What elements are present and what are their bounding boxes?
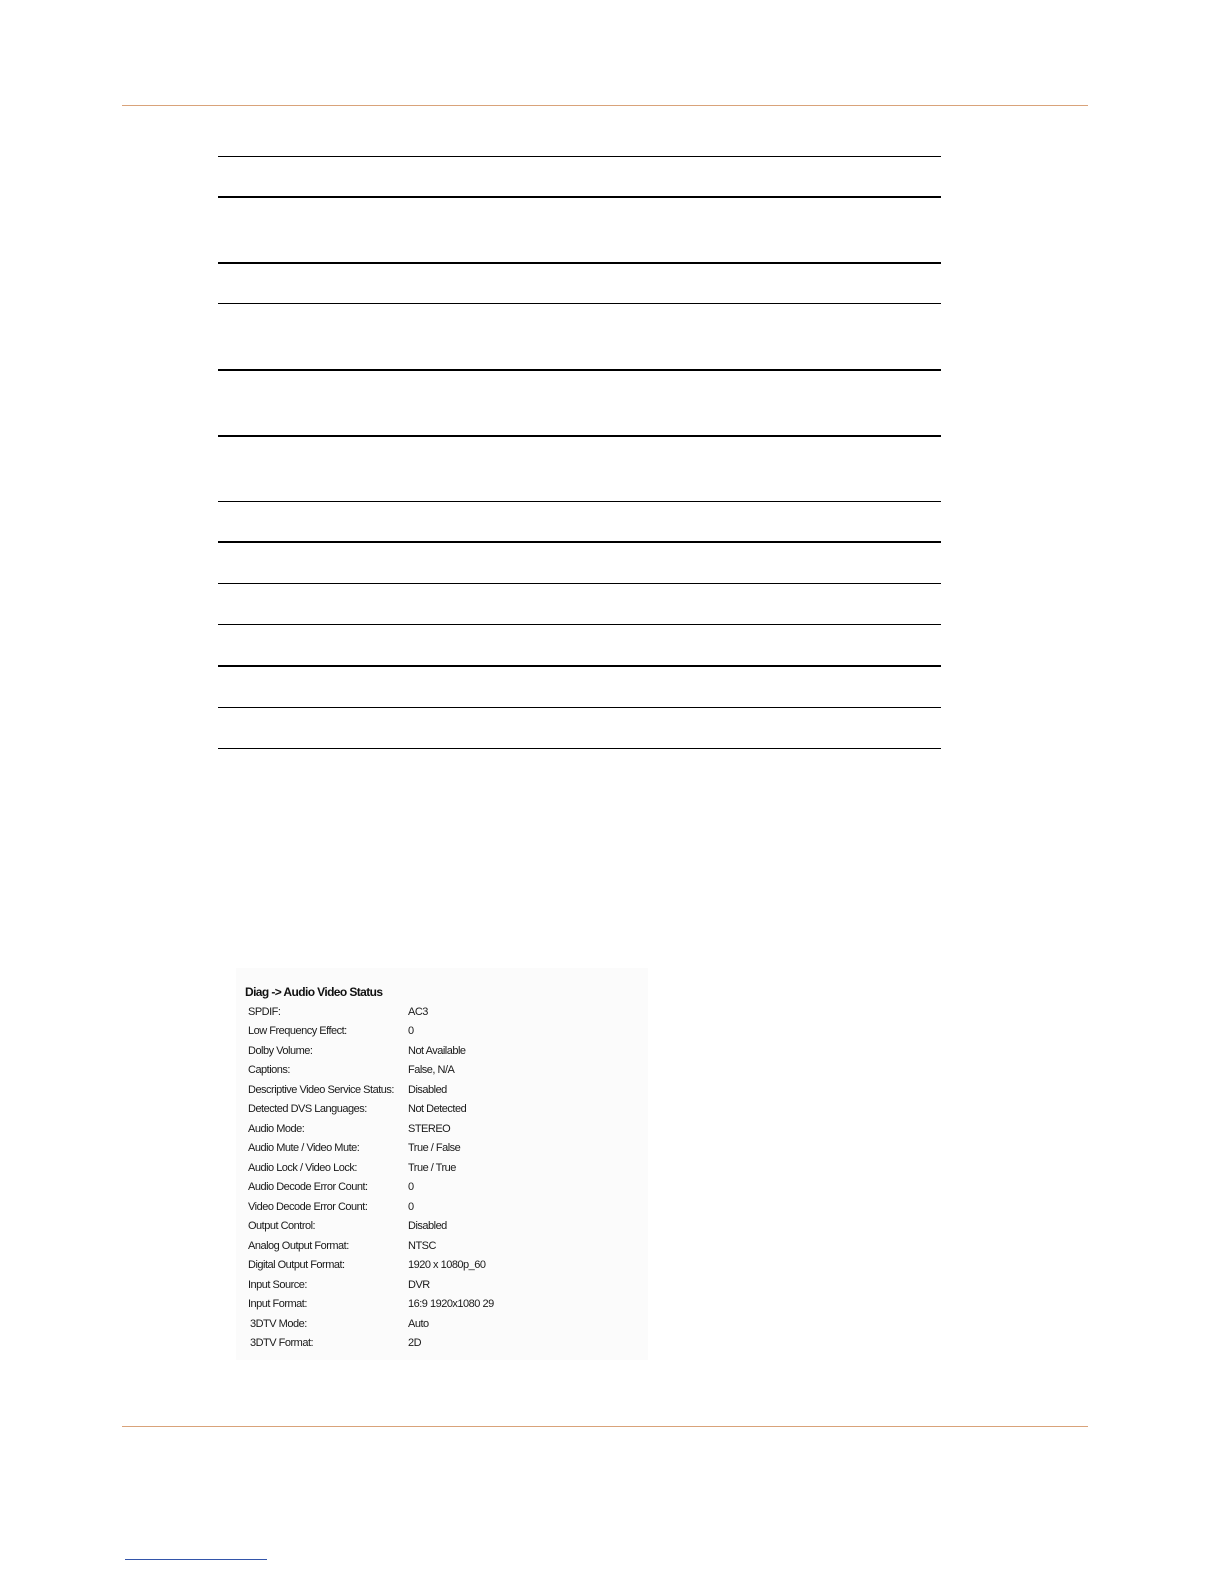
- status-label: Audio Mute / Video Mute:: [248, 1142, 360, 1154]
- table-rule: [218, 583, 941, 584]
- status-label: Descriptive Video Service Status:: [248, 1084, 394, 1096]
- status-value: False, N/A: [408, 1064, 455, 1076]
- status-row: [236, 1337, 648, 1356]
- status-row: [236, 1240, 648, 1259]
- footer-rule: [122, 1426, 1088, 1427]
- status-value: Not Available: [408, 1045, 466, 1057]
- status-row: [236, 1045, 648, 1064]
- status-row: [236, 1220, 648, 1239]
- status-label: Captions:: [248, 1064, 290, 1076]
- status-row: [236, 1162, 648, 1181]
- status-value: 0: [408, 1181, 414, 1193]
- table-rule: [218, 541, 941, 543]
- status-label: Audio Mode:: [248, 1123, 305, 1135]
- status-row: [236, 1064, 648, 1083]
- status-value: 0: [408, 1025, 414, 1037]
- status-label: 3DTV Mode:: [250, 1318, 307, 1330]
- status-label: Output Control:: [248, 1220, 316, 1232]
- table-rule: [218, 156, 941, 157]
- table-rule: [218, 665, 941, 667]
- status-row: [236, 1025, 648, 1044]
- table-rule: [218, 435, 941, 437]
- status-label: Detected DVS Languages:: [248, 1103, 367, 1115]
- status-value: 0: [408, 1201, 414, 1213]
- status-value: NTSC: [408, 1240, 436, 1252]
- table-rule: [218, 196, 941, 198]
- status-label: Analog Output Format:: [248, 1240, 349, 1252]
- table-rule: [218, 748, 941, 749]
- status-row: [236, 1259, 648, 1278]
- status-label: Digital Output Format:: [248, 1259, 345, 1271]
- table-rule: [218, 501, 941, 502]
- table-rule: [218, 262, 941, 264]
- status-label: Low Frequency Effect:: [248, 1025, 347, 1037]
- status-value: 1920 x 1080p_60: [408, 1259, 486, 1271]
- footer-link-underline[interactable]: [125, 1559, 267, 1560]
- header-rule: [122, 105, 1088, 106]
- status-row: [236, 1279, 648, 1298]
- status-row: [236, 1298, 648, 1317]
- status-value: Disabled: [408, 1220, 447, 1232]
- audio-video-status-screenshot: [236, 968, 648, 1360]
- status-row: [236, 1123, 648, 1142]
- status-row: [236, 1103, 648, 1122]
- status-value: AC3: [408, 1006, 428, 1018]
- status-label: Audio Lock / Video Lock:: [248, 1162, 357, 1174]
- status-value: 16:9 1920x1080 29: [408, 1298, 494, 1310]
- status-label: Input Format:: [248, 1298, 307, 1310]
- status-row: [236, 1084, 648, 1103]
- status-row: [236, 1318, 648, 1337]
- status-label: 3DTV Format:: [250, 1337, 314, 1349]
- status-label: Audio Decode Error Count:: [248, 1181, 368, 1193]
- table-rule: [218, 369, 941, 371]
- status-label: Video Decode Error Count:: [248, 1201, 368, 1213]
- status-value: True / True: [408, 1162, 456, 1174]
- status-value: STEREO: [408, 1123, 451, 1135]
- status-value: Not Detected: [408, 1103, 467, 1115]
- status-label: Dolby Volume:: [248, 1045, 313, 1057]
- status-value: DVR: [408, 1279, 430, 1291]
- status-value: Auto: [408, 1318, 429, 1330]
- table-rule: [218, 303, 941, 304]
- status-row: [236, 1181, 648, 1200]
- status-value: True / False: [408, 1142, 461, 1154]
- status-row: [236, 1006, 648, 1025]
- table-rule: [218, 624, 941, 625]
- status-value: Disabled: [408, 1084, 447, 1096]
- table-rule: [218, 707, 941, 708]
- status-value: 2D: [408, 1337, 422, 1349]
- status-row: [236, 1201, 648, 1220]
- status-label: SPDIF:: [248, 1006, 281, 1018]
- status-row: [236, 1142, 648, 1161]
- screen-title: Diag -> Audio Video Status: [245, 985, 383, 999]
- status-label: Input Source:: [248, 1279, 307, 1291]
